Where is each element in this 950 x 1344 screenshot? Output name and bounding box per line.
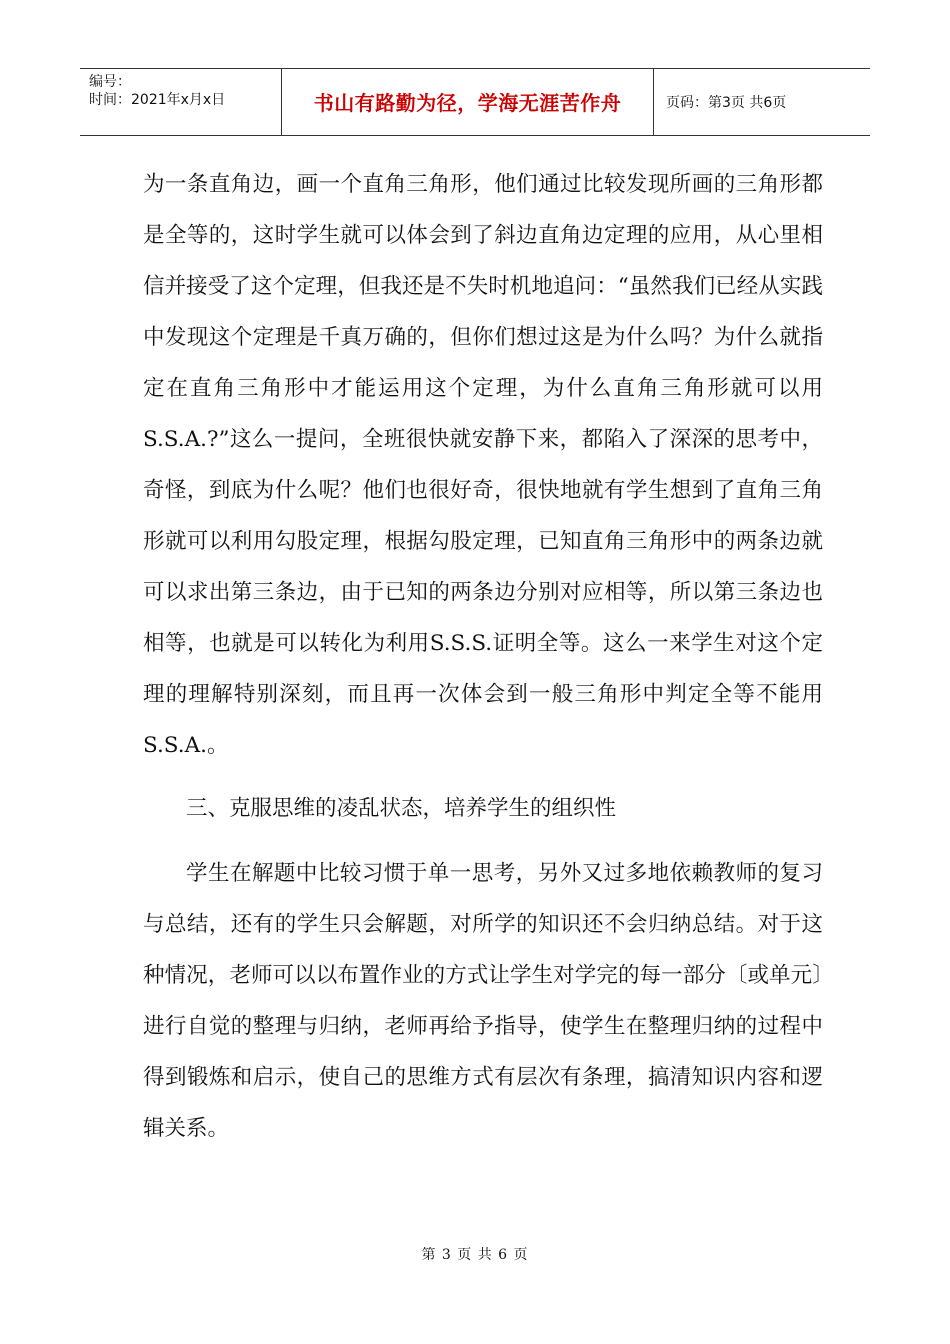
document-body xyxy=(143,159,823,1154)
document-date: 时间：2021年x月x日 xyxy=(89,92,226,108)
header-page-info: 页码：第3页 共6页 xyxy=(666,95,787,111)
body-paragraph: 学生在解题中比较习惯于单一思考，另外又过多地依赖教师的复习与总结，还有的学生只会解题，对所学的知识还不会归纳总结。对于这种情况，老师可以以布置作业的方式让学生对学完的每一部分〔或单元〕进行自觉的整理与归纳，老师再给予指导，使学生在整理归纳的过程中得到锻炼和启示，使自己的思维方式有层次有条理，搞清知识内容和逻辑关系。 xyxy=(143,861,823,1141)
document-number-label: 编号： xyxy=(89,74,131,90)
header-motto: 书山有路勤为径，学海无涯苦作舟 xyxy=(282,69,654,135)
page-header xyxy=(80,68,870,136)
body-paragraph: 为一条直角边，画一个直角三角形，他们通过比较发现所画的三角形都是全等的，这时学生就可以体会到了斜边直角边定理的应用，从心里相信并接受了这个定理，但我还是不失时机地追问：“虽然我们已经从实践中发现这个定理是千真万确的，但你们想过这是为什么吗？为什么就指定在直角三角形中才能运用这个定理，为什么直角三角形就可以用S.S.A.?”这么一提问，全班很快就安静下来，都陷入了深深的思考中，奇怪，到底为什么呢？他们也很好奇，很快地就有学生想到了直角三角形就可以利用勾股定理，根据勾股定理，已知直角三角形中的两条边就可以求出第三条边，由于已知的两条边分别对应相等，所以第三条边也相等，也就是可以转化为利用S.S.S.证明全等。这么一来学生对这个定理的理解特别深刻，而且再一次体会到一般三角形中判定全等不能用S.S.A.。 xyxy=(143,172,823,758)
page-footer-number: 第 3 页 共 6 页 xyxy=(421,1247,529,1263)
header-meta xyxy=(80,69,282,135)
section-heading: 三、克服思维的凌乱状态，培养学生的组织性 xyxy=(186,796,617,821)
